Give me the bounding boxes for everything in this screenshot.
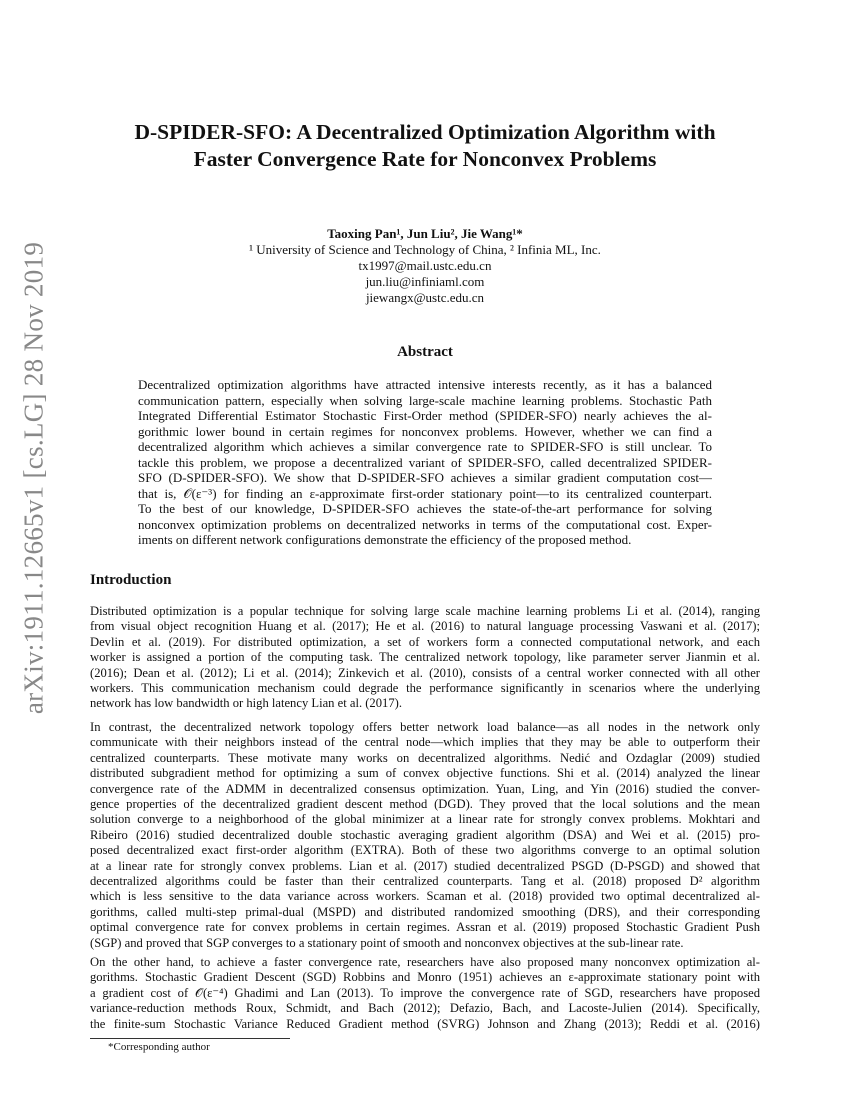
abstract-line: SFO (D-SPIDER-SFO). We show that D-SPIDER-SFO achieves a similar gradient computation cost—: [138, 470, 712, 485]
abstract-line: Decentralized optimization algorithms have attracted intensive interests recently, as it has a balanced: [138, 377, 712, 392]
paragraph-line: the finite-sum Stochastic Variance Reduced Gradient method (SVRG) Johnson and Zhang (2013); Reddi et al. (2016): [90, 1016, 760, 1031]
abstract-body: [138, 377, 712, 548]
intro-paragraph-1: [90, 604, 760, 712]
title-line-2: Faster Convergence Rate for Nonconvex Problems: [193, 147, 657, 171]
paragraph-line: decentralized algorithms could be faster than their centralized counterparts. Tang et al. (2018) proposed D² algorithm: [90, 874, 760, 889]
abstract-line: Integrated Differential Estimator Stochastic First-Order method (SPIDER-SFO) nearly achieves the al-: [138, 408, 712, 423]
paragraph-line: On the other hand, to achieve a faster convergence rate, researchers have also proposed many nonconvex optimization al-: [90, 955, 760, 969]
abstract-line: that is, 𝒪(ε⁻³) for finding an ε-approximate first-order stationary point—to its centralized counterpart.: [138, 485, 712, 501]
paragraph-line: Distributed optimization is a popular technique for solving large scale machine learning problems Li et al. (2014), ranging: [90, 604, 760, 618]
arxiv-side-identifier: [0, 0, 60, 1100]
paragraph-line: a gradient cost of 𝒪(ε⁻⁴) Ghadimi and Lan (2013). To improve the convergence rate of SGD, researchers have proposed: [90, 985, 760, 1000]
paragraph-line: Ribeiro (2016) studied decentralized double stochastic averaging gradient algorithm (DSA) and Wei et al. (2015) pro-: [90, 827, 760, 842]
author-email: tx1997@mail.ustc.edu.cn: [358, 258, 492, 273]
paragraph-line: (2016); Dean et al. (2012); Li et al. (2014); Zinkevich et al. (2010), consists of a central worker connected with all other: [90, 665, 760, 680]
author-names: Taoxing Pan¹, Jun Liu², Jie Wang¹*: [327, 226, 523, 241]
paragraph-line: variance-reduction methods Roux, Schmidt, and Bach (2012); Defazio, Bach, and Lacoste-Julien (2014). Specifically,: [90, 1001, 760, 1016]
paragraph-line: In contrast, the decentralized network topology offers better network load balance—as all nodes in the network only: [90, 720, 760, 734]
paragraph-line: network has low bandwidth or high latency Lian et al. (2017).: [90, 696, 402, 711]
paragraph-line: gorithms, called multi-step primal-dual (MSPD) and distributed randomized smoothing (DRS), and their corresponding: [90, 904, 760, 919]
paragraph-line: workers. This communication mechanism could degrade the performance significantly in scenarios where the underlying: [90, 681, 760, 696]
paragraph-line: gorithms. Stochastic Gradient Descent (SGD) Robbins and Monro (1951) achieves an ε-approximate stationary point with: [90, 970, 760, 985]
paragraph-line: Devlin et al. (2019). For distributed optimization, a set of workers form a connected computational network, and each: [90, 634, 760, 649]
paragraph-line: convergence rate of the ADMM in decentralized consensus optimization. Yuan, Ling, and Yin (2016) studied the conver-: [90, 781, 760, 796]
abstract-line: gorithmic lower bound in certain regimes for nonconvex problems. However, whether we can find a: [138, 423, 712, 439]
abstract-line: tackle this problem, we propose a decentralized variant of SPIDER-SFO, called decentralized SPIDER-: [138, 454, 712, 470]
abstract-line: communication pattern, especially when solving large-scale machine learning problems. Stochastic Path: [138, 392, 712, 408]
paragraph-line: from visual object recognition Huang et al. (2017); He et al. (2016) to natural language processing Vaswani et al. (2017);: [90, 619, 760, 634]
abstract-line: nonconvex optimization problems on decentralized networks in terms of the computational cost. Exper-: [138, 516, 712, 532]
title-line-1: D-SPIDER-SFO: A Decentralized Optimization Algorithm with: [134, 120, 716, 144]
paragraph-line: which is less sensitive to the data variance across workers. Scaman et al. (2018) provided two optimal decentralized al-: [90, 889, 760, 904]
author-email: jiewangx@ustc.edu.cn: [365, 290, 485, 305]
author-affiliation: ¹ University of Science and Technology of China, ² Infinia ML, Inc.: [249, 242, 601, 257]
arxiv-id-text: arXiv:1911.12665v1 [cs.LG] 28 Nov 2019: [18, 241, 49, 715]
intro-paragraph-2: [90, 720, 760, 951]
abstract-line: decentralized algorithm which achieves a similar convergence rate to SPIDER-SFO is still unclear. To: [138, 439, 712, 454]
paragraph-line: optimal convergence rate for convex problems in certain regimes. Assran et al. (2019) proposed Stochastic Gradient Push: [90, 920, 760, 935]
paragraph-line: (SGP) and proved that SGP converges to a stationary point of smooth and nonconvex objectives at the sub-linear rate.: [90, 935, 684, 950]
paragraph-line: at a linear rate for strongly convex problems. Lian et al. (2017) studied decentralized PSGD (D-PSGD) and showed that: [90, 858, 760, 873]
abstract-line: To the best of our knowledge, D-SPIDER-SFO achieves the state-of-the-art performance for solving: [138, 501, 712, 516]
footnote: *Corresponding author: [108, 1041, 210, 1053]
abstract-line: iments on different network configurations demonstrate the efficiency of the proposed method.: [138, 532, 632, 547]
abstract-heading: Abstract: [397, 344, 453, 360]
author-email: jun.liu@infiniaml.com: [365, 274, 485, 289]
paragraph-line: solution converge to a neighborhood of the global minimizer at a linear rate for strongly convex problems. Mokhtari and: [90, 812, 760, 827]
paragraph-line: posed decentralized exact first-order algorithm (EXTRA). Both of these two algorithms converge to an optimal solution: [90, 843, 760, 858]
introduction-heading: Introduction: [90, 572, 172, 588]
paragraph-line: distributed subgradient method for optimizing a sum of convex objective functions. Shi et al. (2014) analyzed the linear: [90, 766, 760, 781]
paragraph-line: gence properties of the decentralized gradient descent method (DGD). They proved that the local solutions and the mean: [90, 797, 760, 812]
paragraph-line: worker is assigned a portion of the computing task. The centralized network topology, like parameter server Jianmin et al.: [90, 650, 760, 665]
footnote-divider: [90, 1038, 290, 1039]
paragraph-line: communicate with their neighbors instead of the central node—which implies that they may be able to outperform their: [90, 735, 760, 750]
intro-paragraph-3: [90, 955, 760, 1032]
paragraph-line: centralized counterparts. These motivate many works on decentralized algorithms. Nedić and Ozdaglar (2009) studied: [90, 750, 760, 765]
author-block: [90, 226, 760, 306]
paper-title: [90, 119, 760, 173]
